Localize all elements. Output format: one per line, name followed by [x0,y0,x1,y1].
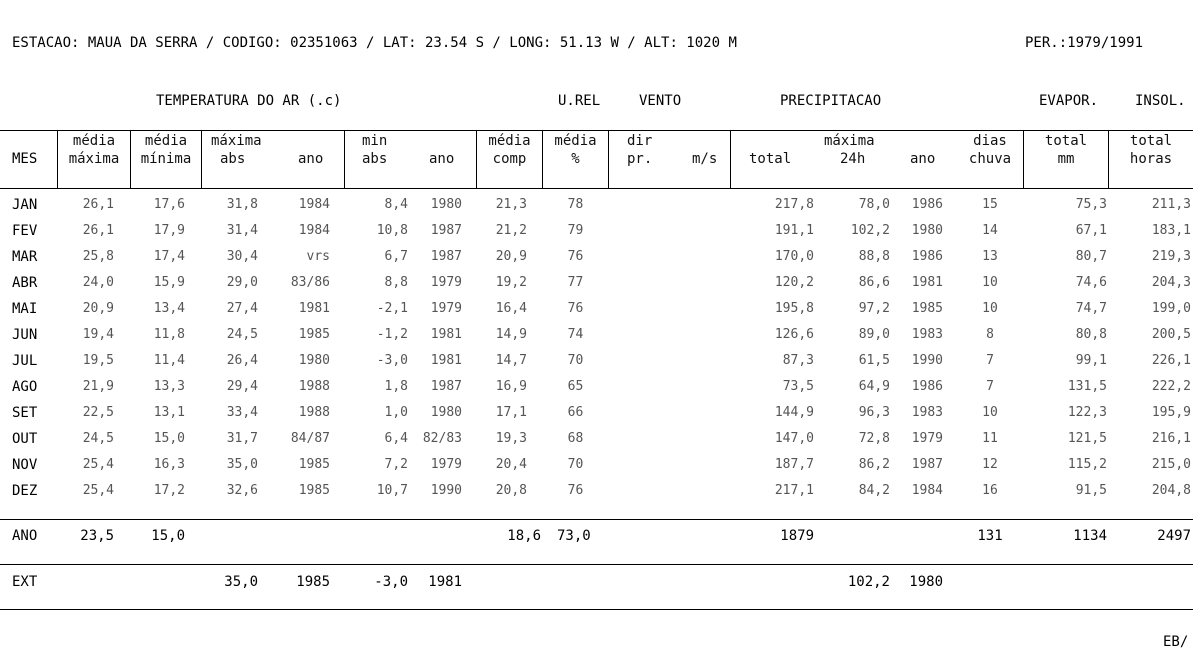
table-cell-minabs: 6,7 [384,249,408,264]
table-cell-mcomp: 20,4 [495,457,527,472]
table-cell-insol: 226,1 [1151,353,1191,368]
month-label: JUN [12,327,38,343]
table-cell-evap: 122,3 [1067,405,1107,420]
ano-evap-total: 1134 [1073,528,1107,544]
table-cell-dias: 11 [982,431,998,446]
subheader-min-abs-1: min [362,133,388,149]
table-cell-dias: 12 [982,457,998,472]
table-cell-dias: 14 [982,223,998,238]
table-cell-pano: 1983 [911,327,943,342]
table-cell-minano: 1980 [430,405,462,420]
month-label: JAN [12,197,38,213]
ext-min-ano: 1981 [428,574,462,590]
table-cell-prec: 187,7 [774,457,814,472]
table-cell-minabs: -1,2 [376,327,408,342]
month-label: JUL [12,353,38,369]
table-cell-maxano: vrs [306,249,330,264]
table-cell-maxabs: 30,4 [226,249,258,264]
table-cell-evap: 80,7 [1075,249,1107,264]
table-cell-p24: 97,2 [858,301,890,316]
month-label: FEV [12,223,38,239]
ano-media-maxima: 23,5 [80,528,114,544]
subheader-min-ano: ano [429,151,455,167]
table-cell-urel: 77 [567,275,584,290]
table-cell-maxabs: 33,4 [226,405,258,420]
table-cell-prec: 120,2 [774,275,814,290]
table-cell-p24: 61,5 [858,353,890,368]
table-cell-p24: 72,8 [858,431,890,446]
table-cell-minano: 82/83 [422,431,462,446]
table-cell-mmax: 19,5 [82,353,114,368]
table-cell-minabs: 6,4 [384,431,408,446]
table-cell-maxano: 1988 [298,405,330,420]
subheader-prec-total: total [749,151,792,167]
table-cell-minabs: 1,8 [384,379,408,394]
table-cell-urel: 66 [567,405,584,420]
table-cell-maxabs: 29,4 [226,379,258,394]
ano-top-rule [0,519,1193,520]
table-cell-dias: 10 [982,301,998,316]
table-cell-urel: 65 [567,379,584,394]
table-cell-maxabs: 32,6 [226,483,258,498]
subheader-prec-max24-1: máxima [824,133,875,149]
month-label: DEZ [12,483,38,499]
table-cell-minabs: 10,7 [376,483,408,498]
table-cell-mcomp: 21,2 [495,223,527,238]
ano-urel: 73,0 [557,528,591,544]
table-cell-mmax: 25,4 [82,457,114,472]
table-cell-maxabs: 24,5 [226,327,258,342]
subheader-media-minima-2: mínima [140,151,192,167]
ano-media-minima: 15,0 [151,528,185,544]
table-cell-mmin: 11,4 [153,353,185,368]
table-cell-p24: 96,3 [858,405,890,420]
subheader-urel-1: média [554,133,597,149]
subheader-vento-dir-1: dir [627,133,653,149]
table-cell-dias: 10 [982,405,998,420]
table-cell-dias: 13 [982,249,998,264]
ext-prec-max24: 102,2 [847,574,890,590]
table-cell-evap: 67,1 [1075,223,1107,238]
table-cell-insol: 199,0 [1151,301,1191,316]
table-cell-evap: 75,3 [1075,197,1107,212]
table-cell-insol: 204,8 [1151,483,1191,498]
table-cell-mcomp: 17,1 [495,405,527,420]
table-cell-p24: 88,8 [858,249,890,264]
table-cell-mmin: 17,6 [153,197,185,212]
table-cell-urel: 76 [567,483,584,498]
table-cell-insol: 195,9 [1151,405,1191,420]
table-cell-maxano: 1988 [298,379,330,394]
table-cell-evap: 74,7 [1075,301,1107,316]
table-cell-maxano: 1984 [298,197,330,212]
table-cell-maxabs: 26,4 [226,353,258,368]
month-label: NOV [12,457,38,473]
subheader-prec-max24-2: 24h [840,151,866,167]
table-cell-prec: 144,9 [774,405,814,420]
table-cell-mmin: 17,9 [153,223,185,238]
subheader-top-rule [0,130,1193,131]
table-cell-prec: 126,6 [774,327,814,342]
subheader-min-abs-2: abs [362,151,388,167]
ano-label: ANO [12,528,38,544]
table-cell-mcomp: 16,9 [495,379,527,394]
ano-insol-total: 2497 [1157,528,1191,544]
table-cell-prec: 170,0 [774,249,814,264]
ext-maxima-abs: 35,0 [224,574,258,590]
subheader-media-minima-1: média [144,133,188,149]
table-cell-evap: 80,8 [1075,327,1107,342]
table-cell-minabs: 8,8 [384,275,408,290]
group-temperatura: TEMPERATURA DO AR (.c) [156,93,342,109]
table-cell-dias: 15 [982,197,998,212]
period-label: PER.:1979/1991 [1025,35,1144,51]
table-cell-dias: 10 [982,275,998,290]
table-cell-insol: 219,3 [1151,249,1191,264]
month-label: OUT [12,431,38,447]
table-cell-prec: 87,3 [782,353,814,368]
table-cell-mmax: 25,8 [82,249,114,264]
ext-label: EXT [12,574,38,590]
table-cell-maxano: 1984 [298,223,330,238]
ext-min-abs: -3,0 [374,574,408,590]
table-cell-minabs: 7,2 [384,457,408,472]
ano-dias-chuva: 131 [977,528,1003,544]
subheader-urel-2: % [571,151,580,167]
ext-top-rule [0,564,1193,565]
subheader-evap-total-1: total [1044,133,1088,149]
table-cell-maxabs: 29,0 [226,275,258,290]
table-cell-mcomp: 20,8 [495,483,527,498]
table-cell-p24: 89,0 [858,327,890,342]
table-cell-mmin: 11,8 [153,327,185,342]
table-cell-mmin: 17,2 [153,483,185,498]
table-cell-mcomp: 16,4 [495,301,527,316]
table-cell-pano: 1986 [911,249,943,264]
group-precipitacao: PRECIPITACAO [780,93,882,109]
table-cell-maxano: 84/87 [290,431,330,446]
month-label: MAI [12,301,38,317]
table-cell-mcomp: 19,3 [495,431,527,446]
table-cell-mmax: 19,4 [82,327,114,342]
month-label: SET [12,405,38,421]
table-cell-pano: 1986 [911,197,943,212]
table-cell-minano: 1987 [430,223,462,238]
bottom-rule [0,609,1193,610]
subheader-maxima-abs-1: máxima [211,133,262,149]
subheader-media-maxima-2: máxima [68,151,120,167]
subheader-vento-ms: m/s [692,151,718,167]
table-cell-p24: 102,2 [850,223,890,238]
ano-media-comp: 18,6 [507,528,541,544]
table-cell-evap: 115,2 [1067,457,1107,472]
table-cell-mcomp: 14,9 [495,327,527,342]
month-label: AGO [12,379,38,395]
table-cell-minano: 1979 [430,275,462,290]
table-cell-mcomp: 21,3 [495,197,527,212]
subheader-prec-ano: ano [910,151,936,167]
table-cell-evap: 131,5 [1067,379,1107,394]
table-cell-evap: 91,5 [1075,483,1107,498]
table-cell-mmax: 22,5 [82,405,114,420]
group-insol: INSOL. [1135,93,1186,109]
table-cell-maxabs: 35,0 [226,457,258,472]
station-info: ESTACAO: MAUA DA SERRA / CODIGO: 02351063 / LAT: 23.54 S / LONG: 51.13 W / ALT: 1020 M [12,35,737,51]
col-divider [201,130,202,188]
table-cell-minano: 1987 [430,249,462,264]
month-label: ABR [12,275,38,291]
table-cell-dias: 7 [986,353,994,368]
group-vento: VENTO [639,93,682,109]
table-cell-maxano: 1981 [298,301,330,316]
table-cell-maxabs: 31,7 [226,431,258,446]
table-cell-p24: 86,6 [858,275,890,290]
subheader-bottom-rule [0,188,1193,189]
table-cell-p24: 64,9 [858,379,890,394]
subheader-dias-chuva-1: dias [973,133,1007,149]
table-cell-prec: 217,8 [774,197,814,212]
month-label: MAR [12,249,38,265]
table-cell-prec: 147,0 [774,431,814,446]
table-cell-pano: 1987 [911,457,943,472]
subheader-evap-total-2: mm [1057,151,1075,167]
col-divider [344,130,345,188]
table-cell-minano: 1987 [430,379,462,394]
table-cell-pano: 1990 [911,353,943,368]
ano-prec-total: 1879 [780,528,814,544]
table-cell-insol: 215,0 [1151,457,1191,472]
table-cell-urel: 68 [567,431,584,446]
table-cell-maxano: 83/86 [290,275,330,290]
table-cell-maxano: 1980 [298,353,330,368]
subheader-maxima-abs-2: abs [220,151,246,167]
table-cell-maxano: 1985 [298,457,330,472]
table-cell-minano: 1980 [430,197,462,212]
table-cell-minano: 1981 [430,327,462,342]
table-cell-maxano: 1985 [298,327,330,342]
table-cell-mcomp: 19,2 [495,275,527,290]
subheader-insol-total-1: total [1129,133,1173,149]
table-cell-mcomp: 20,9 [495,249,527,264]
table-cell-dias: 16 [982,483,998,498]
table-cell-prec: 191,1 [774,223,814,238]
table-cell-pano: 1986 [911,379,943,394]
table-cell-mmin: 17,4 [153,249,185,264]
table-cell-p24: 78,0 [858,197,890,212]
table-cell-maxabs: 31,8 [226,197,258,212]
col-divider [608,130,609,188]
footer-mark: EB/ [1163,634,1189,650]
table-cell-insol: 222,2 [1151,379,1191,394]
subheader-maxima-ano: ano [298,151,324,167]
table-cell-urel: 79 [567,223,584,238]
subheader-media-comp-1: média [488,133,531,149]
subheader-mes: MES [12,151,38,167]
table-cell-maxano: 1985 [298,483,330,498]
table-cell-mmin: 13,4 [153,301,185,316]
table-cell-prec: 195,8 [774,301,814,316]
table-cell-urel: 70 [567,457,584,472]
table-cell-pano: 1985 [911,301,943,316]
col-divider [730,130,731,188]
table-cell-mmax: 21,9 [82,379,114,394]
table-cell-pano: 1984 [911,483,943,498]
table-cell-minabs: -2,1 [376,301,408,316]
table-cell-evap: 74,6 [1075,275,1107,290]
table-cell-minabs: 8,4 [384,197,408,212]
table-cell-p24: 84,2 [858,483,890,498]
table-cell-mmin: 16,3 [153,457,185,472]
table-cell-dias: 7 [986,379,994,394]
table-cell-mmin: 15,9 [153,275,185,290]
table-cell-mmax: 24,0 [82,275,114,290]
table-cell-mmin: 13,1 [153,405,185,420]
table-cell-prec: 217,1 [774,483,814,498]
subheader-insol-total-2: horas [1129,151,1173,167]
ext-maxima-ano: 1985 [296,574,330,590]
table-cell-insol: 211,3 [1151,197,1191,212]
table-cell-urel: 76 [567,301,584,316]
table-cell-mmax: 20,9 [82,301,114,316]
table-cell-dias: 8 [986,327,994,342]
subheader-media-comp-2: comp [492,151,527,167]
table-cell-urel: 76 [567,249,584,264]
table-cell-evap: 121,5 [1067,431,1107,446]
table-cell-insol: 204,3 [1151,275,1191,290]
subheader-media-maxima-1: média [72,133,116,149]
table-cell-insol: 183,1 [1151,223,1191,238]
table-cell-minabs: 1,0 [384,405,408,420]
table-cell-maxabs: 31,4 [226,223,258,238]
table-cell-minabs: 10,8 [376,223,408,238]
table-cell-insol: 200,5 [1151,327,1191,342]
ext-prec-ano: 1980 [909,574,943,590]
table-cell-pano: 1983 [911,405,943,420]
table-cell-p24: 86,2 [858,457,890,472]
table-cell-minabs: -3,0 [376,353,408,368]
table-cell-insol: 216,1 [1151,431,1191,446]
subheader-dias-chuva-2: chuva [968,151,1012,167]
table-cell-minano: 1979 [430,457,462,472]
table-cell-minano: 1981 [430,353,462,368]
table-cell-mmin: 13,3 [153,379,185,394]
table-cell-evap: 99,1 [1075,353,1107,368]
group-evapor: EVAPOR. [1039,93,1099,109]
table-cell-mmax: 25,4 [82,483,114,498]
table-cell-pano: 1979 [911,431,943,446]
table-cell-mmax: 24,5 [82,431,114,446]
table-cell-minano: 1979 [430,301,462,316]
table-cell-prec: 73,5 [782,379,814,394]
table-cell-minano: 1990 [430,483,462,498]
table-cell-pano: 1980 [911,223,943,238]
subheader-vento-dir-2: pr. [627,151,653,167]
table-cell-urel: 78 [567,197,584,212]
table-cell-mmax: 26,1 [82,223,114,238]
table-cell-mmax: 26,1 [82,197,114,212]
group-urel: U.REL [558,93,601,109]
table-cell-pano: 1981 [911,275,943,290]
table-cell-urel: 70 [567,353,584,368]
table-cell-urel: 74 [567,327,584,342]
table-cell-maxabs: 27,4 [226,301,258,316]
table-cell-mmin: 15,0 [153,431,185,446]
table-cell-mcomp: 14,7 [495,353,527,368]
